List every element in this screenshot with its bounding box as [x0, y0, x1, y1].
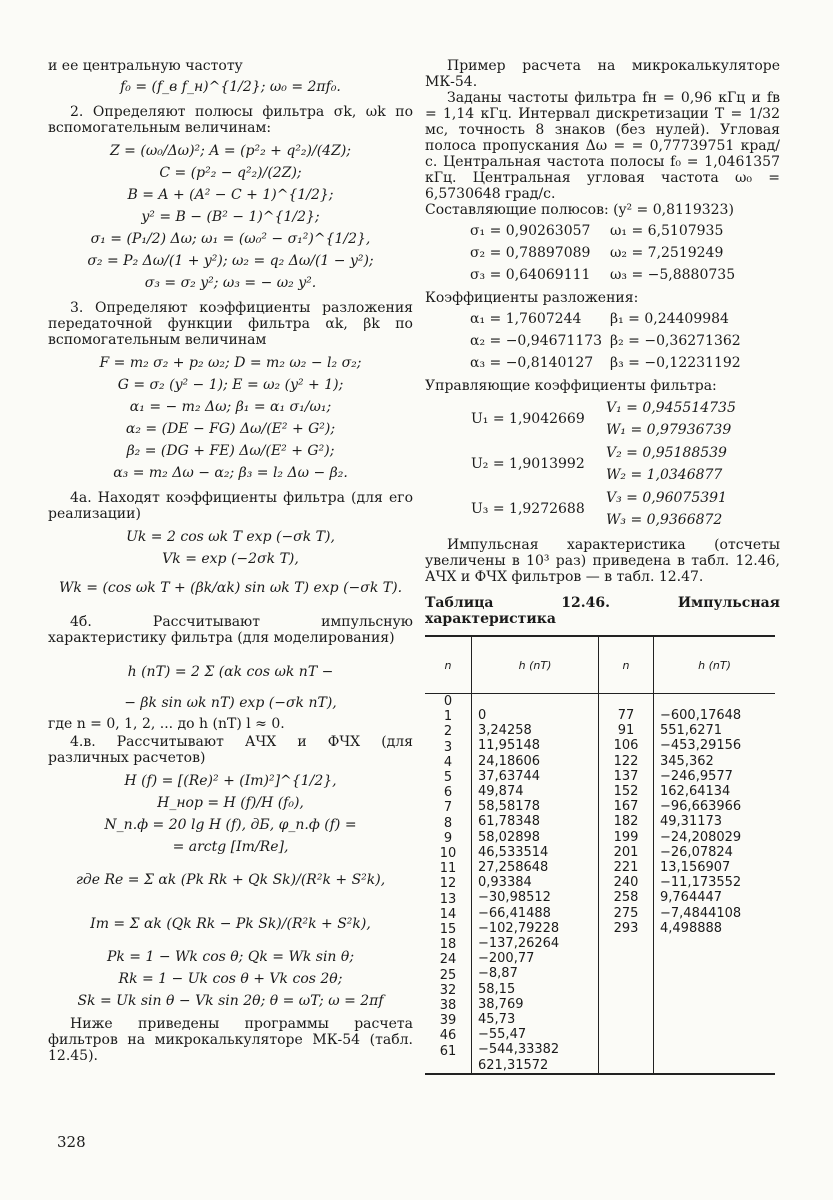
cell-h: −66,41488 — [478, 905, 551, 921]
column-n2 — [599, 694, 654, 1074]
cell-n: 1 — [443, 709, 453, 725]
formula-h-nt: h (nT) = 2 Σ (αk cos ωk nT − — [127, 664, 334, 680]
step-4c-formulas — [48, 770, 413, 1012]
cell-h: −55,47 — [478, 1027, 527, 1043]
cell-h: 551,6271 — [660, 723, 723, 739]
pole-omega: ω₁ = 6,5107935 — [610, 223, 724, 239]
formula-sk: Sk = Uk sin θ − Vk sin 2θ; θ = ωT; ω = 2πf — [77, 993, 384, 1009]
ctrl-v: V₃ = 0,96075391 — [606, 489, 727, 506]
column-n1 — [425, 694, 472, 1074]
cell-n: 15 — [439, 922, 457, 938]
cell-n: 137 — [613, 768, 639, 784]
formula-wk: Wk = (cos ωk T + (βk/αk) sin ωk T) exp (−σk T). — [58, 580, 403, 596]
table-caption: Таблица 12.46. Импульсная характеристика — [425, 595, 780, 627]
cell-h: −30,98512 — [478, 890, 551, 906]
cell-h: −7,4844108 — [660, 905, 742, 921]
poles-label: Составляющие полюсов: — [425, 202, 609, 218]
pole-sigma: σ₂ = 0,78897089 — [470, 245, 591, 261]
cell-n: 24 — [439, 952, 457, 968]
ctrl-w: W₂ = 1,0346877 — [606, 466, 723, 483]
cell-h: −600,17648 — [660, 708, 742, 723]
formula-h-nt-cont: − βk sin ωk nT) exp (−σk nT), — [124, 695, 337, 711]
cell-h: −8,87 — [478, 966, 518, 982]
cell-n: 10 — [439, 846, 457, 862]
cell-h: 37,63744 — [478, 768, 541, 784]
ctrl-row — [425, 486, 780, 531]
cell-h: −544,33382 — [478, 1042, 560, 1058]
cell-h: 58,02898 — [478, 829, 541, 845]
formula-f0: f₀ = (f_в f_н)^{1/2}; ω₀ = 2πf₀. — [120, 79, 341, 95]
cell-n: 8 — [443, 815, 453, 831]
pole-row — [425, 220, 780, 242]
coef-label: Коэффициенты разложения: — [425, 290, 639, 306]
cell-h: 345,362 — [660, 753, 714, 769]
formula-npf: N_п.ф = 20 lg H (f), дБ, φ_п.ф (f) = — [104, 817, 357, 833]
formula-alpha2: α₂ = (DE − FG) Δω/(E² + G²); — [125, 421, 336, 437]
pole-row — [425, 242, 780, 264]
cell-n: 122 — [613, 753, 639, 769]
left-column — [48, 58, 413, 1064]
where-n-text: где n = 0, 1, 2, ... до h (nT) l ≈ 0. — [48, 716, 285, 732]
cell-n: 240 — [613, 875, 639, 891]
given-text: Заданы частоты фильтра fн = 0,96 кГц и fв = 1,14 кГц. Интервал дискретизации T = 1/32 мс, точность 8 знаков (без нулей). Угловая полоса пропускания Δω = = 0,77739751 крад/с. Центральная частота полосы f₀ = 1,0461357 кГц. Центральная угловая частота ω₀ = 6,5730648 град/с. — [425, 90, 780, 202]
table-header-row — [425, 636, 775, 694]
cell-n: 11 — [439, 861, 457, 877]
formula-uk: Uk = 2 cos ωk T exp (−σk T), — [126, 529, 335, 545]
cell-h: 3,24258 — [478, 723, 532, 739]
cell-n: 5 — [443, 770, 453, 786]
cell-n: 199 — [613, 829, 639, 845]
cell-n: 106 — [613, 738, 639, 754]
cell-n: 182 — [613, 814, 639, 830]
cell-n: 38 — [439, 998, 457, 1014]
cell-n: 152 — [613, 784, 639, 800]
formula-sigma3: σ₃ = σ₂ y²; ω₃ = − ω₂ y². — [144, 275, 317, 291]
cell-n: 7 — [443, 800, 453, 816]
formula-y2: y² = B − (B² − 1)^{1/2}; — [141, 209, 320, 225]
right-column — [425, 58, 780, 1075]
intro-text: и ее центральную частоту — [48, 58, 243, 74]
header-n1: n — [425, 636, 472, 694]
cell-n: 2 — [443, 724, 453, 740]
cell-n: 25 — [439, 967, 457, 983]
poles-y2: (y² = 0,8119323) — [613, 202, 734, 218]
column-h2 — [654, 694, 776, 1074]
cell-n: 39 — [439, 1013, 457, 1029]
cell-h: −137,26264 — [478, 936, 560, 952]
pole-row — [425, 264, 780, 286]
coef-row — [425, 352, 780, 374]
page-number: 328 — [57, 1133, 86, 1151]
cell-h: −26,07824 — [660, 844, 733, 860]
cell-n: 46 — [439, 1028, 457, 1044]
impulse-table — [425, 635, 775, 1075]
cell-n: 201 — [613, 844, 639, 860]
cell-n: 77 — [617, 708, 635, 723]
formula-arctg: = arctg [Im/Re], — [172, 839, 289, 855]
poles-label-line — [425, 202, 780, 218]
coef-beta: β₁ = 0,24409984 — [610, 311, 729, 327]
column-h1 — [472, 694, 599, 1074]
cell-h: 13,156907 — [660, 860, 731, 876]
step-4b-text: 4б. Рассчитывают импульсную характеристику фильтра (для моделирования) — [48, 614, 413, 646]
ctrl-label: Управляющие коэффициенты фильтра: — [425, 378, 717, 394]
cell-n: 293 — [613, 920, 639, 936]
formula-im: Im = Σ αk (Qk Rk − Pk Sk)/(R²k + S²k), — [90, 916, 371, 932]
formula-b: B = A + (A² − C + 1)^{1/2}; — [127, 187, 334, 203]
cell-n: 32 — [439, 982, 457, 998]
step-3-text: 3. Определяют коэффициенты разложения передаточной функции фильтра αk, βk по вспомогательным величинам — [48, 300, 413, 348]
pole-omega: ω₃ = −5,8880735 — [610, 267, 736, 283]
step-4b-formulas — [48, 652, 413, 714]
formula-pk: Pk = 1 − Wk cos θ; Qk = Wk sin θ; — [106, 949, 355, 965]
coef-alpha: α₂ = −0,94671173 — [470, 333, 603, 349]
ctrl-u: U₂ = 1,9013992 — [471, 455, 585, 472]
cell-h: 45,73 — [478, 1012, 516, 1028]
cell-h: 46,533514 — [478, 844, 549, 860]
cell-n: 91 — [617, 723, 635, 739]
ctrl-v: V₂ = 0,95188539 — [606, 444, 727, 461]
cell-n: 18 — [439, 937, 457, 953]
pole-sigma: σ₁ = 0,90263057 — [470, 223, 591, 239]
cell-h: −246,9577 — [660, 768, 733, 784]
poles-list — [425, 220, 780, 286]
step-4c-text: 4.в. Рассчитывают АЧХ и ФЧХ (для различных расчетов) — [48, 734, 413, 766]
formula-hnor: H_нор = H (f)/H (f₀), — [157, 795, 304, 811]
coef-beta: β₃ = −0,12231192 — [610, 355, 741, 371]
cell-h: 11,95148 — [478, 738, 541, 754]
cell-h: −453,29156 — [660, 738, 742, 754]
header-h1: h (nT) — [472, 636, 599, 694]
cell-h: 24,18606 — [478, 753, 541, 769]
cell-h: 4,498888 — [660, 920, 723, 936]
cell-n: 9 — [443, 830, 453, 846]
step-4a-text: 4а. Находят коэффициенты фильтра (для его реализации) — [48, 490, 413, 522]
cell-n: 258 — [613, 890, 639, 906]
closing-text: Ниже приведены программы расчета фильтров на микрокалькуляторе МК-54 (табл. 12.45). — [48, 1016, 413, 1064]
formula-beta2: β₂ = (DG + FE) Δω/(E² + G²); — [126, 443, 335, 459]
coef-list — [425, 308, 780, 374]
cell-n: 13 — [439, 891, 457, 907]
header-n2: n — [599, 636, 654, 694]
cell-n: 12 — [439, 876, 457, 892]
pole-sigma: σ₃ = 0,64069111 — [470, 267, 591, 283]
cell-h: −11,173552 — [660, 875, 742, 891]
formula-hf: H (f) = [(Re)² + (Im)²]^{1/2}, — [124, 773, 337, 789]
cell-h: −200,77 — [478, 951, 535, 967]
formula-vk: Vk = exp (−2σk T), — [162, 551, 299, 567]
cell-n: 167 — [613, 799, 639, 815]
cell-h: 58,58178 — [478, 799, 541, 815]
cell-n: 6 — [443, 785, 453, 801]
ctrl-row — [425, 396, 780, 441]
cell-h: −96,663966 — [660, 799, 742, 815]
pole-omega: ω₂ = 7,2519249 — [610, 245, 724, 261]
step-4a-formulas — [48, 526, 413, 606]
formula-re: где Re = Σ αk (Pk Rk + Qk Sk)/(R²k + S²k), — [75, 872, 386, 888]
ctrl-list — [425, 396, 780, 531]
formula-sigma2: σ₂ = P₂ Δω/(1 + y²); ω₂ = q₂ Δω/(1 − y²); — [87, 253, 374, 269]
cell-n: 14 — [439, 906, 457, 922]
coef-row — [425, 330, 780, 352]
header-h2: h (nT) — [654, 636, 776, 694]
cell-h: −102,79228 — [478, 920, 560, 936]
cell-h: 9,764447 — [660, 890, 723, 906]
coef-row — [425, 308, 780, 330]
formula-f-d: F = m₂ σ₂ + p₂ ω₂; D = m₂ ω₂ − l₂ σ₂; — [99, 355, 362, 371]
coef-alpha: α₃ = −0,8140127 — [470, 355, 594, 371]
cell-n: 4 — [443, 754, 453, 770]
cell-h: 49,874 — [478, 784, 524, 800]
cell-n: 275 — [613, 905, 639, 921]
ctrl-u: U₁ = 1,9042669 — [471, 410, 585, 427]
ctrl-w: W₃ = 0,9366872 — [606, 511, 723, 528]
formula-g-e: G = σ₂ (y² − 1); E = ω₂ (y² + 1); — [117, 377, 344, 393]
cell-h: 621,31572 — [478, 1057, 549, 1073]
cell-h: 38,769 — [478, 996, 524, 1012]
ctrl-w: W₁ = 0,97936739 — [606, 421, 732, 438]
formula-c: C = (p²₂ − q²₂)/(2Z); — [159, 165, 302, 181]
ctrl-v: V₁ = 0,945514735 — [606, 399, 736, 416]
cell-h: 0,93384 — [478, 875, 532, 891]
cell-h: 58,15 — [478, 981, 516, 997]
cell-n: 0 — [443, 694, 453, 709]
coef-alpha: α₁ = 1,7607244 — [470, 311, 582, 327]
cell-h: −24,208029 — [660, 829, 742, 845]
formula-z: Z = (ω₀/Δω)²; A = (p²₂ + q²₂)/(4Z); — [110, 143, 351, 159]
step-3-formulas — [48, 352, 413, 484]
cell-h: 27,258648 — [478, 860, 549, 876]
formula-alpha1: α₁ = − m₂ Δω; β₁ = α₁ σ₁/ω₁; — [129, 399, 332, 415]
example-title: Пример расчета на микрокалькуляторе МК-54. — [425, 58, 780, 90]
formula-sigma1: σ₁ = (P₁/2) Δω; ω₁ = (ω₀² − σ₁²)^{1/2}, — [90, 231, 371, 247]
step-2-formulas — [48, 140, 413, 294]
table-body-row — [425, 694, 775, 1074]
cell-h: 162,64134 — [660, 784, 731, 800]
ctrl-u: U₃ = 1,9272688 — [471, 500, 585, 517]
cell-h: 0 — [478, 708, 487, 723]
cell-n: 61 — [439, 1043, 457, 1059]
cell-n: 3 — [443, 739, 453, 755]
formula-alpha3: α₃ = m₂ Δω − α₂; β₃ = l₂ Δω − β₂. — [113, 465, 348, 481]
coef-beta: β₂ = −0,36271362 — [610, 333, 741, 349]
cell-n: 221 — [613, 860, 639, 876]
impulse-note: Импульсная характеристика (отсчеты увеличены в 10³ раз) приведена в табл. 12.46, АЧХ и ФЧХ фильтров — в табл. 12.47. — [425, 537, 780, 585]
step-2-text: 2. Определяют полюсы фильтра σk, ωk по вспомогательным величинам: — [48, 104, 413, 136]
ctrl-row — [425, 441, 780, 486]
cell-h: 61,78348 — [478, 814, 541, 830]
formula-rk: Rk = 1 − Uk cos θ + Vk cos 2θ; — [118, 971, 343, 987]
cell-h: 49,31173 — [660, 814, 723, 830]
